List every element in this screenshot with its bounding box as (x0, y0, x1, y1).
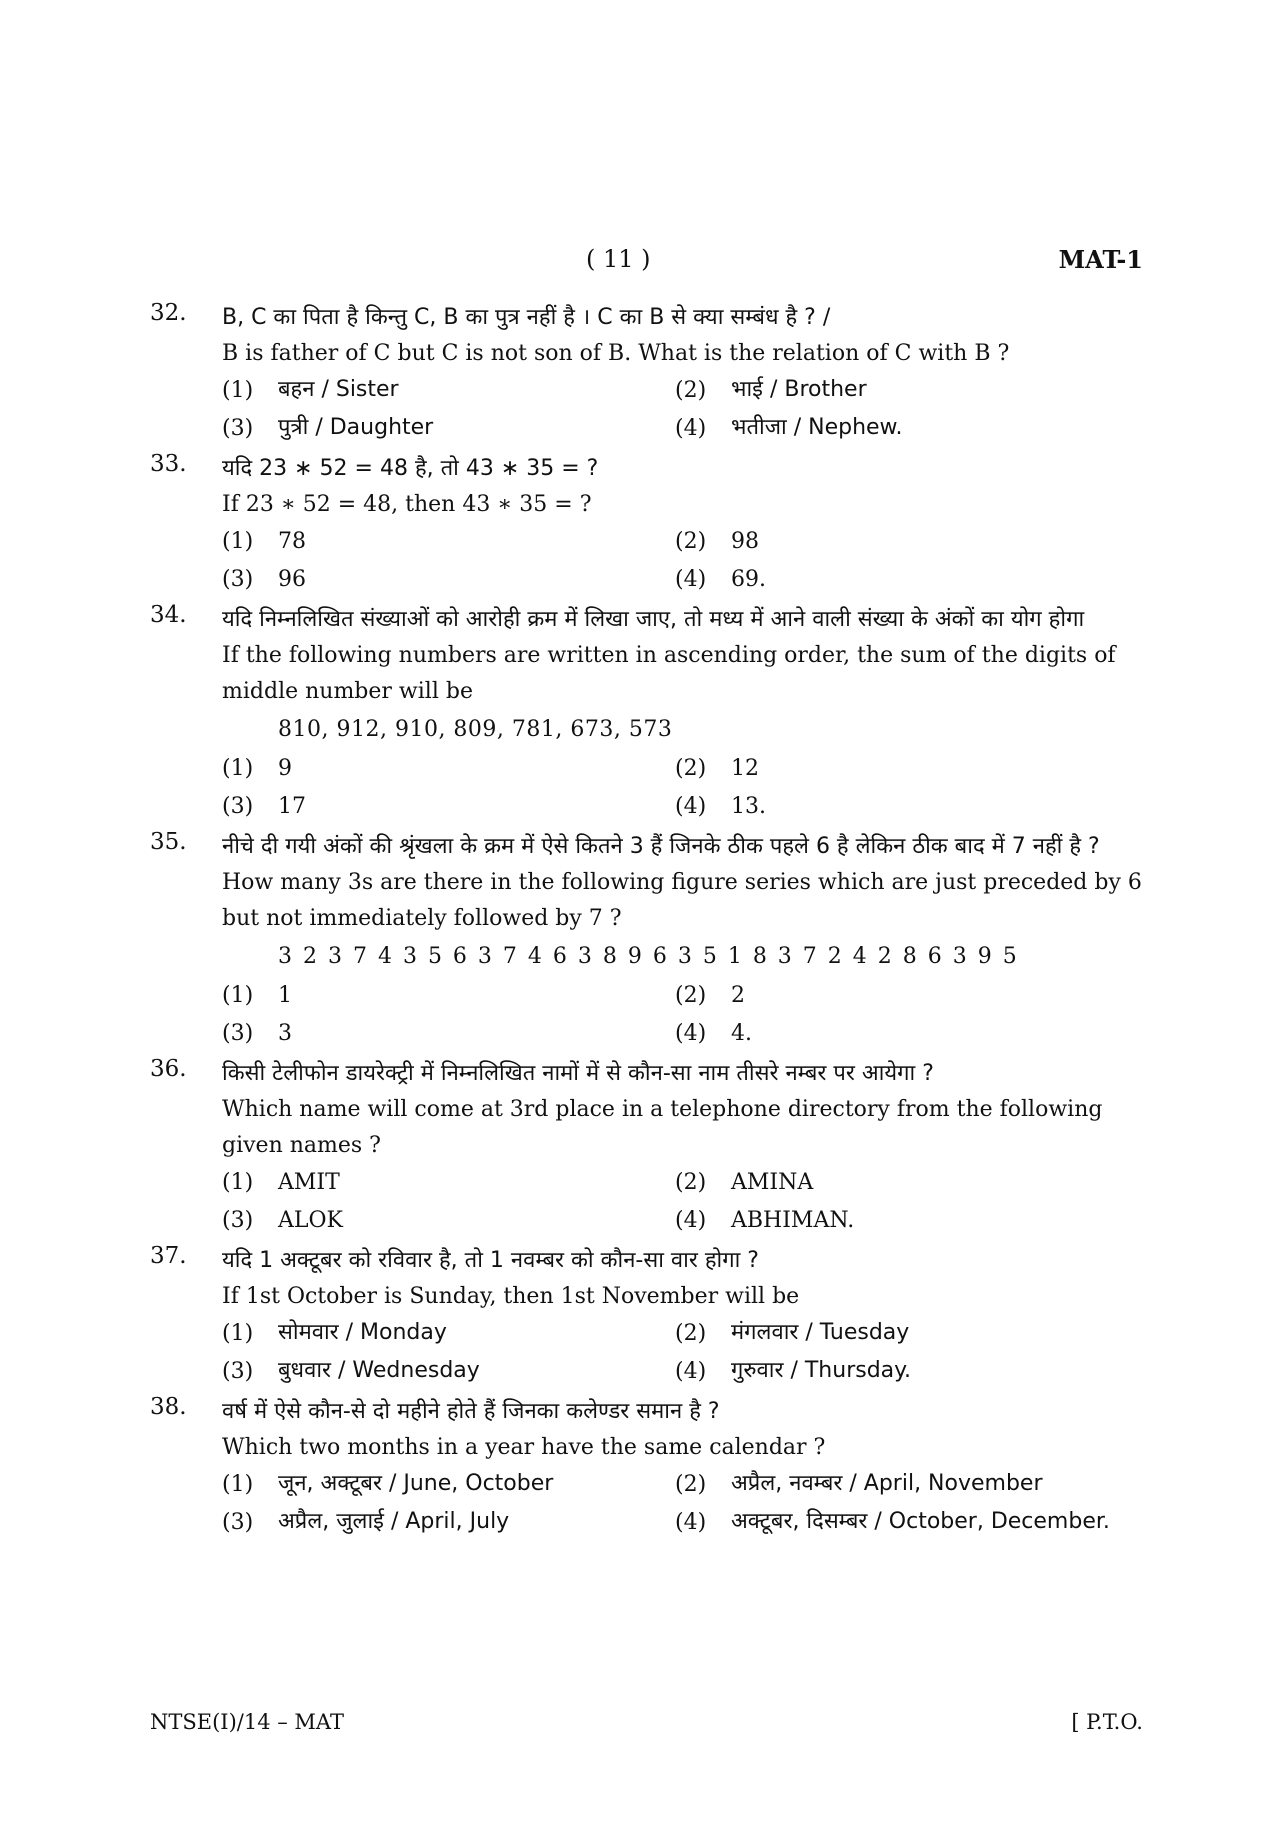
question-text-hindi: यदि 23 ∗ 52 = 48 है, तो 43 ∗ 35 = ? (222, 456, 599, 481)
option-4[interactable]: (4) 13. (675, 794, 766, 819)
option-2[interactable]: (2) 98 (675, 529, 759, 554)
options (222, 1466, 1145, 1542)
question-37 (150, 1243, 1145, 1391)
question-text-hindi: B, C का पिता है किन्तु C, B का पुत्र नहीं है । C का B से क्या सम्बंध है ? / (222, 305, 831, 330)
question-32 (150, 300, 1145, 448)
option-3[interactable]: (3) ALOK (222, 1208, 343, 1233)
question-number: 32. (150, 300, 187, 326)
option-3[interactable]: (3) 3 (222, 1021, 292, 1046)
option-2[interactable]: (2) मंगलवार / Tuesday (675, 1320, 910, 1346)
page-number: ( 11 ) (586, 245, 651, 273)
option-4[interactable]: (4) भतीजा / Nephew. (675, 415, 903, 441)
question-number: 37. (150, 1243, 187, 1269)
question-text-english: If 23 ∗ 52 = 48, then 43 ∗ 35 = ? (222, 492, 592, 517)
question-text-hindi: नीचे दी गयी अंकों की श्रृंखला के क्रम में ऐसे कितने 3 हैं जिनके ठीक पहले 6 है लेकिन ठीक बाद में 7 नहीं है ? (222, 834, 1100, 859)
option-4[interactable]: (4) 69. (675, 567, 766, 592)
question-38 (150, 1394, 1145, 1542)
question-36 (150, 1056, 1145, 1240)
question-number: 33. (150, 451, 187, 477)
option-1[interactable]: (1) AMIT (222, 1170, 340, 1195)
option-1[interactable]: (1) 9 (222, 756, 292, 781)
question-text-hindi: यदि निम्नलिखित संख्याओं को आरोही क्रम में लिखा जाए, तो मध्य में आने वाली संख्या के अंकों का योग होगा (222, 607, 1085, 632)
option-2[interactable]: (2) 12 (675, 756, 759, 781)
question-number: 34. (150, 602, 187, 628)
pto-marker: [ P.T.O. (1071, 1710, 1143, 1734)
option-1[interactable]: (1) जून, अक्टूबर / June, October (222, 1471, 554, 1497)
question-list (150, 300, 1145, 1545)
question-text-hindi: वर्ष में ऐसे कौन-से दो महीने होते हैं जिनका कलेण्डर समान है ? (222, 1399, 720, 1424)
question-text-hindi: यदि 1 अक्टूबर को रविवार है, तो 1 नवम्बर को कौन-सा वार होगा ? (222, 1248, 759, 1273)
option-1[interactable]: (1) बहन / Sister (222, 377, 399, 403)
option-3[interactable]: (3) 96 (222, 567, 306, 592)
question-35 (150, 829, 1145, 1053)
question-number: 36. (150, 1056, 187, 1082)
question-text-hindi: किसी टेलीफोन डायरेक्ट्री में निम्नलिखित नामों में से कौन-सा नाम तीसरे नम्बर पर आयेगा ? (222, 1061, 934, 1086)
option-1[interactable]: (1) 78 (222, 529, 306, 554)
question-33 (150, 451, 1145, 599)
option-3[interactable]: (3) बुधवार / Wednesday (222, 1358, 480, 1384)
question-text-english: Which two months in a year have the same calendar ? (222, 1435, 826, 1460)
option-2[interactable]: (2) 2 (675, 983, 745, 1008)
paper-id: NTSE(I)/14 – MAT (150, 1710, 344, 1734)
question-number: 38. (150, 1394, 187, 1420)
option-2[interactable]: (2) AMINA (675, 1170, 814, 1195)
options (222, 1315, 1145, 1391)
number-sequence: 810, 912, 910, 809, 781, 673, 573 (278, 717, 673, 742)
page-header (0, 245, 1283, 285)
option-4[interactable]: (4) अक्टूबर, दिसम्बर / October, December. (675, 1509, 1110, 1535)
option-4[interactable]: (4) गुरुवार / Thursday. (675, 1358, 912, 1384)
option-3[interactable]: (3) पुत्री / Daughter (222, 415, 434, 441)
page-footer (0, 1710, 1283, 1750)
figure-series: 3 2 3 7 4 3 5 6 3 7 4 6 3 8 9 6 3 5 1 8 3 7 2 4 2 8 6 3 9 5 (278, 944, 1019, 969)
option-4[interactable]: (4) ABHIMAN. (675, 1208, 855, 1233)
option-1[interactable]: (1) 1 (222, 983, 292, 1008)
option-4[interactable]: (4) 4. (675, 1021, 752, 1046)
options (222, 523, 1145, 599)
question-text-english: How many 3s are there in the following figure series which are just preceded by 6 but not immediately followed by 7 ? (222, 870, 1142, 931)
question-34 (150, 602, 1145, 826)
question-text-english: B is father of C but C is not son of B. What is the relation of C with B ? (222, 341, 1010, 366)
paper-code: MAT-1 (1058, 245, 1143, 274)
option-2[interactable]: (2) भाई / Brother (675, 377, 867, 403)
options (222, 1164, 1145, 1240)
options (222, 750, 1145, 826)
options (222, 372, 1145, 448)
question-text-english: Which name will come at 3rd place in a telephone directory from the following given names ? (222, 1097, 1103, 1158)
option-1[interactable]: (1) सोमवार / Monday (222, 1320, 447, 1346)
option-2[interactable]: (2) अप्रैल, नवम्बर / April, November (675, 1471, 1043, 1497)
option-3[interactable]: (3) 17 (222, 794, 306, 819)
options (222, 977, 1145, 1053)
question-text-english: If 1st October is Sunday, then 1st November will be (222, 1284, 800, 1309)
option-3[interactable]: (3) अप्रैल, जुलाई / April, July (222, 1509, 510, 1535)
question-text-english: If the following numbers are written in ascending order, the sum of the digits of middle number will be (222, 643, 1116, 704)
question-number: 35. (150, 829, 187, 855)
